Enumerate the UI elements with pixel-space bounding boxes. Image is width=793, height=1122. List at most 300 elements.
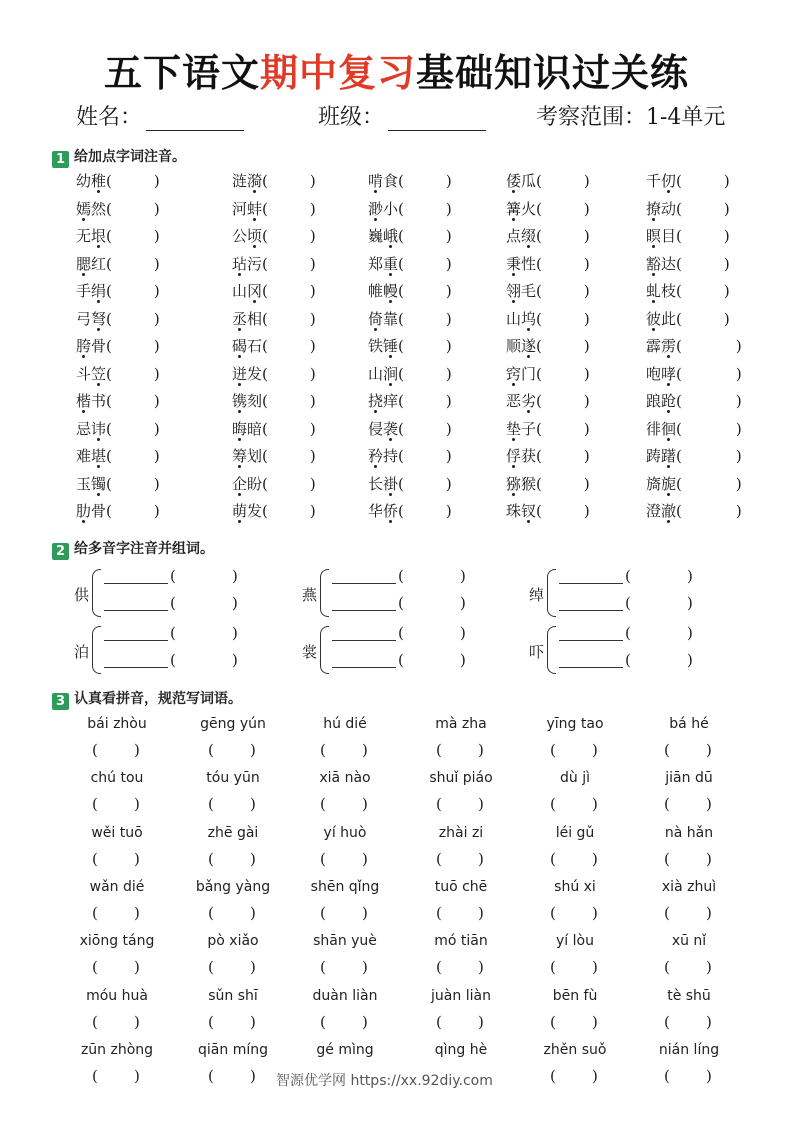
- answer-space[interactable]: [268, 308, 310, 330]
- answer-space[interactable]: [112, 198, 154, 220]
- answer-box[interactable]: [300, 958, 390, 978]
- word-blank[interactable]: [104, 610, 168, 611]
- paren-close: ): [309, 419, 316, 438]
- paren-open: (: [398, 392, 404, 410]
- answer-space[interactable]: [404, 253, 446, 275]
- answer-space[interactable]: [404, 473, 446, 495]
- answer-space[interactable]: [268, 335, 310, 357]
- answer-box[interactable]: [188, 1067, 278, 1087]
- word-char: 袭: [383, 419, 399, 438]
- pinyin-label: mà zha: [435, 716, 487, 732]
- paren-close: ): [134, 849, 140, 868]
- answer-space[interactable]: [268, 418, 310, 440]
- answer-space[interactable]: [112, 500, 154, 522]
- answer-space[interactable]: [542, 335, 584, 357]
- polyphone-answer-row[interactable]: [559, 566, 699, 588]
- word-item[interactable]: [232, 308, 316, 330]
- answer-box[interactable]: [300, 850, 390, 870]
- word-char: 枝: [661, 282, 677, 300]
- paren-open: (: [106, 309, 112, 328]
- word-blank[interactable]: [332, 667, 396, 668]
- word-item[interactable]: [76, 308, 160, 330]
- word-item[interactable]: [506, 390, 590, 412]
- paren-close: ): [460, 651, 466, 669]
- word-item[interactable]: [232, 390, 316, 412]
- word-item[interactable]: [76, 418, 160, 440]
- answer-space[interactable]: [542, 418, 584, 440]
- word-char: 性: [521, 254, 537, 273]
- answer-space[interactable]: [542, 363, 584, 385]
- answer-space[interactable]: [268, 198, 310, 220]
- word-blank[interactable]: [559, 610, 623, 611]
- answer-box[interactable]: [530, 741, 620, 761]
- word-char: 红: [91, 254, 107, 273]
- word-item[interactable]: [76, 473, 160, 495]
- answer-box[interactable]: [72, 795, 162, 815]
- word-item[interactable]: [646, 308, 730, 330]
- polyphone-answer-row[interactable]: [559, 623, 699, 645]
- paren-close: ): [445, 254, 452, 273]
- answer-space[interactable]: [682, 335, 736, 357]
- word-item[interactable]: [646, 445, 742, 467]
- word-item[interactable]: [76, 198, 160, 220]
- paren-open: (: [92, 1012, 98, 1031]
- paren-open: (: [676, 364, 682, 383]
- word-item[interactable]: [232, 198, 316, 220]
- word-item[interactable]: [368, 363, 452, 385]
- word-item[interactable]: [368, 473, 452, 495]
- paren-open: (: [536, 392, 542, 410]
- polyphone-answer-row[interactable]: [332, 650, 472, 672]
- word-char: 侵: [368, 419, 384, 438]
- paren-close: ): [706, 1012, 712, 1031]
- polyphone-answer-row[interactable]: [332, 566, 472, 588]
- word-blank[interactable]: [104, 583, 168, 584]
- answer-box[interactable]: [416, 958, 506, 978]
- paren-close: ): [134, 741, 140, 759]
- answer-space[interactable]: [112, 363, 154, 385]
- answer-box[interactable]: [530, 958, 620, 978]
- paren-close: ): [445, 337, 452, 355]
- paren-close: ): [134, 958, 140, 977]
- word-item[interactable]: [646, 170, 730, 192]
- answer-space[interactable]: [682, 280, 724, 302]
- word-char: 劣: [521, 392, 537, 410]
- paren-open: (: [92, 795, 98, 814]
- answer-box[interactable]: [300, 795, 390, 815]
- answer-space[interactable]: [404, 280, 446, 302]
- name-blank[interactable]: [146, 108, 244, 131]
- paren-open: (: [436, 903, 442, 922]
- answer-space[interactable]: [268, 500, 310, 522]
- word-item[interactable]: [232, 170, 316, 192]
- word-item[interactable]: [368, 308, 452, 330]
- answer-box[interactable]: [416, 904, 506, 924]
- paren-close: ): [706, 795, 712, 814]
- paren-close: ): [460, 567, 466, 585]
- word-item[interactable]: [506, 308, 590, 330]
- word-item[interactable]: [232, 280, 316, 302]
- answer-space[interactable]: [682, 170, 724, 192]
- answer-space[interactable]: [268, 445, 310, 467]
- answer-space[interactable]: [268, 225, 310, 247]
- word-item[interactable]: [506, 225, 590, 247]
- paren-close: ): [735, 447, 742, 465]
- word-item[interactable]: [506, 363, 590, 385]
- word-item[interactable]: [368, 198, 452, 220]
- answer-space[interactable]: [112, 225, 154, 247]
- answer-box[interactable]: [416, 795, 506, 815]
- answer-space[interactable]: [404, 500, 446, 522]
- polyphone-answer-row[interactable]: [559, 650, 699, 672]
- polyphone-answer-row[interactable]: [104, 593, 244, 615]
- word-char: 门: [521, 364, 537, 383]
- word-blank[interactable]: [559, 583, 623, 584]
- answer-box[interactable]: [416, 741, 506, 761]
- word-char: 盼: [247, 474, 263, 493]
- paren-open: (: [664, 1066, 670, 1085]
- polyphone-answer-row[interactable]: [104, 566, 244, 588]
- answer-box[interactable]: [300, 904, 390, 924]
- answer-box[interactable]: [644, 958, 734, 978]
- word-item[interactable]: [232, 445, 316, 467]
- answer-box[interactable]: [530, 904, 620, 924]
- answer-space[interactable]: [682, 500, 736, 522]
- answer-box[interactable]: [416, 850, 506, 870]
- polyphone-answer-row[interactable]: [332, 593, 472, 615]
- word-item[interactable]: [368, 280, 452, 302]
- class-field: 班级：: [318, 100, 486, 131]
- word-item[interactable]: [76, 390, 160, 412]
- paren-close: ): [362, 849, 368, 868]
- answer-space[interactable]: [268, 253, 310, 275]
- answer-space[interactable]: [268, 170, 310, 192]
- paren-close: ): [583, 419, 590, 438]
- answer-box[interactable]: [72, 1067, 162, 1087]
- answer-space[interactable]: [404, 363, 446, 385]
- word-item[interactable]: [232, 225, 316, 247]
- answer-box[interactable]: [644, 904, 734, 924]
- answer-box[interactable]: [530, 795, 620, 815]
- answer-box[interactable]: [188, 795, 278, 815]
- paren-close: ): [735, 502, 742, 520]
- answer-space[interactable]: [404, 225, 446, 247]
- word-item[interactable]: [506, 198, 590, 220]
- paren-close: ): [445, 364, 452, 383]
- paren-close: ): [153, 309, 160, 328]
- paren-close: ): [583, 474, 590, 493]
- word-item[interactable]: [646, 253, 730, 275]
- paren-open: (: [676, 474, 682, 493]
- paren-open: (: [262, 474, 268, 493]
- answer-space[interactable]: [112, 445, 154, 467]
- answer-box[interactable]: [72, 1013, 162, 1033]
- answer-space[interactable]: [268, 280, 310, 302]
- answer-space[interactable]: [542, 225, 584, 247]
- answer-box[interactable]: [644, 795, 734, 815]
- answer-space[interactable]: [682, 225, 724, 247]
- word-item[interactable]: [646, 335, 742, 357]
- pinyin-label: zhē gài: [207, 824, 259, 841]
- word-item[interactable]: [368, 335, 452, 357]
- word-blank[interactable]: [332, 640, 396, 641]
- answer-space[interactable]: [682, 363, 736, 385]
- word-char: 渺: [368, 199, 384, 218]
- word-item[interactable]: [646, 363, 742, 385]
- word-char: 骨: [91, 337, 107, 355]
- word-item[interactable]: [368, 225, 452, 247]
- word-char: 痒: [383, 392, 399, 410]
- word-item[interactable]: [368, 390, 452, 412]
- answer-space[interactable]: [404, 170, 446, 192]
- paren-open: (: [92, 958, 98, 977]
- answer-space[interactable]: [682, 308, 724, 330]
- word-item[interactable]: [506, 335, 590, 357]
- brace-bracket: [547, 626, 556, 674]
- word-item[interactable]: [646, 500, 742, 522]
- word-item[interactable]: [232, 473, 316, 495]
- paren-open: (: [398, 567, 404, 585]
- word-char: 发: [247, 364, 263, 383]
- answer-box[interactable]: [530, 850, 620, 870]
- answer-box[interactable]: [530, 1013, 620, 1033]
- word-char: 发: [247, 502, 263, 520]
- word-item[interactable]: [232, 363, 316, 385]
- word-char: 手: [76, 282, 92, 300]
- word-char: 侨: [383, 502, 399, 520]
- word-item[interactable]: [368, 500, 452, 522]
- word-char: 仞: [661, 172, 677, 190]
- pinyin-label: nà hǎn: [664, 824, 714, 841]
- answer-space[interactable]: [268, 473, 310, 495]
- answer-space[interactable]: [112, 253, 154, 275]
- answer-space[interactable]: [682, 473, 736, 495]
- paren-close: ): [687, 594, 693, 612]
- answer-space[interactable]: [112, 335, 154, 357]
- paren-open: (: [92, 903, 98, 922]
- word-item[interactable]: [506, 170, 590, 192]
- answer-box[interactable]: [644, 850, 734, 870]
- word-char: 锤: [383, 337, 399, 355]
- paren-open: (: [536, 199, 542, 218]
- answer-box[interactable]: [644, 1067, 734, 1087]
- paren-close: ): [309, 502, 316, 520]
- paren-close: ): [309, 254, 316, 273]
- word-item[interactable]: [76, 363, 160, 385]
- pinyin-label: nián líng: [658, 1041, 720, 1058]
- paren-close: ): [445, 392, 452, 410]
- answer-space[interactable]: [542, 390, 584, 412]
- word-blank[interactable]: [332, 583, 396, 584]
- paren-close: ): [735, 392, 742, 410]
- answer-space[interactable]: [112, 280, 154, 302]
- word-char: 瞑: [646, 227, 662, 245]
- word-item[interactable]: [76, 280, 160, 302]
- answer-space[interactable]: [404, 445, 446, 467]
- word-char: 窍: [506, 364, 522, 383]
- answer-box[interactable]: [188, 904, 278, 924]
- paren-close: ): [478, 958, 484, 977]
- word-char: 幼: [76, 172, 92, 190]
- word-item[interactable]: [646, 473, 742, 495]
- answer-space[interactable]: [542, 500, 584, 522]
- word-blank[interactable]: [559, 640, 623, 641]
- answer-space[interactable]: [112, 308, 154, 330]
- paren-open: (: [398, 282, 404, 300]
- word-char: 挠: [368, 392, 384, 410]
- paren-close: ): [362, 795, 368, 814]
- paren-open: (: [664, 795, 670, 814]
- answer-space[interactable]: [542, 253, 584, 275]
- answer-space[interactable]: [112, 170, 154, 192]
- section-2-title: 2 给多音字注音并组词。: [52, 538, 214, 558]
- answer-space[interactable]: [542, 198, 584, 220]
- word-item[interactable]: [368, 445, 452, 467]
- answer-box[interactable]: [72, 741, 162, 761]
- polyphone-answer-row[interactable]: [104, 623, 244, 645]
- pinyin-label: zūn zhòng: [80, 1041, 154, 1058]
- paren-close: ): [153, 447, 160, 465]
- paren-open: (: [536, 227, 542, 245]
- word-char: 秉: [506, 254, 522, 273]
- word-item[interactable]: [646, 225, 730, 247]
- answer-space[interactable]: [112, 390, 154, 412]
- answer-space[interactable]: [542, 445, 584, 467]
- answer-box[interactable]: [188, 958, 278, 978]
- answer-space[interactable]: [404, 308, 446, 330]
- answer-box[interactable]: [72, 850, 162, 870]
- answer-space[interactable]: [404, 335, 446, 357]
- word-item[interactable]: [646, 198, 730, 220]
- answer-space[interactable]: [682, 445, 736, 467]
- word-blank[interactable]: [559, 667, 623, 668]
- word-item[interactable]: [506, 253, 590, 275]
- answer-space[interactable]: [268, 390, 310, 412]
- word-blank[interactable]: [104, 640, 168, 641]
- answer-box[interactable]: [188, 741, 278, 761]
- scope-label: 考察范围：1-4单元: [536, 105, 726, 130]
- answer-box[interactable]: [530, 1067, 620, 1087]
- word-char: 相: [247, 309, 263, 328]
- word-item[interactable]: [368, 170, 452, 192]
- word-item[interactable]: [232, 418, 316, 440]
- answer-box[interactable]: [188, 850, 278, 870]
- paren-open: (: [664, 849, 670, 868]
- word-item[interactable]: [76, 500, 160, 522]
- word-char: 旖: [646, 474, 662, 493]
- paren-open: (: [436, 849, 442, 868]
- word-item[interactable]: [76, 170, 160, 192]
- word-char: 恶: [506, 392, 522, 410]
- polyphone-answer-row[interactable]: [332, 623, 472, 645]
- paren-close: ): [153, 337, 160, 355]
- answer-box[interactable]: [72, 958, 162, 978]
- answer-box[interactable]: [416, 1013, 506, 1033]
- word-item[interactable]: [646, 280, 730, 302]
- answer-space[interactable]: [404, 198, 446, 220]
- word-char: 食: [383, 172, 399, 190]
- answer-space[interactable]: [682, 198, 724, 220]
- paren-close: ): [309, 282, 316, 300]
- paren-open: (: [398, 337, 404, 355]
- word-item[interactable]: [76, 225, 160, 247]
- word-char: 无: [76, 227, 92, 245]
- paren-close: ): [309, 474, 316, 493]
- paren-close: ): [153, 364, 160, 383]
- answer-space[interactable]: [542, 170, 584, 192]
- answer-box[interactable]: [72, 904, 162, 924]
- answer-space[interactable]: [112, 418, 154, 440]
- answer-space[interactable]: [404, 418, 446, 440]
- paren-open: (: [320, 903, 326, 922]
- paren-close: ): [735, 419, 742, 438]
- answer-space[interactable]: [682, 390, 736, 412]
- word-char: 玷: [232, 254, 248, 273]
- answer-space[interactable]: [542, 280, 584, 302]
- answer-space[interactable]: [682, 418, 736, 440]
- answer-space[interactable]: [682, 253, 724, 275]
- word-char: 猕: [506, 474, 522, 493]
- word-item[interactable]: [76, 335, 160, 357]
- word-item[interactable]: [506, 418, 590, 440]
- paren-open: (: [262, 227, 268, 245]
- paren-open: (: [664, 903, 670, 922]
- word-item[interactable]: [506, 500, 590, 522]
- word-item[interactable]: [506, 280, 590, 302]
- word-item[interactable]: [506, 445, 590, 467]
- answer-space[interactable]: [542, 308, 584, 330]
- name-field: 姓名：: [76, 100, 244, 131]
- answer-space[interactable]: [268, 363, 310, 385]
- word-char: 褂: [383, 474, 399, 493]
- answer-box[interactable]: [644, 1013, 734, 1033]
- word-item[interactable]: [506, 473, 590, 495]
- paren-close: ): [735, 364, 742, 383]
- answer-box[interactable]: [644, 741, 734, 761]
- class-blank[interactable]: [388, 108, 486, 131]
- polyphone-answer-row[interactable]: [559, 593, 699, 615]
- word-item[interactable]: [76, 253, 160, 275]
- word-item[interactable]: [368, 253, 452, 275]
- polyphone-answer-row[interactable]: [104, 650, 244, 672]
- answer-box[interactable]: [300, 1013, 390, 1033]
- pinyin-label: gé mìng: [316, 1041, 374, 1058]
- word-item[interactable]: [646, 418, 742, 440]
- paren-close: ): [309, 199, 316, 218]
- paren-close: ): [250, 849, 256, 868]
- word-item[interactable]: [646, 390, 742, 412]
- answer-space[interactable]: [112, 473, 154, 495]
- paren-open: (: [676, 309, 682, 328]
- word-item[interactable]: [232, 253, 316, 275]
- answer-box[interactable]: [300, 741, 390, 761]
- word-blank[interactable]: [332, 610, 396, 611]
- paren-close: ): [723, 227, 730, 245]
- answer-space[interactable]: [542, 473, 584, 495]
- answer-box[interactable]: [188, 1013, 278, 1033]
- word-item[interactable]: [232, 335, 316, 357]
- word-item[interactable]: [368, 418, 452, 440]
- paren-open: (: [536, 172, 542, 190]
- word-blank[interactable]: [104, 667, 168, 668]
- answer-space[interactable]: [404, 390, 446, 412]
- paren-open: (: [676, 282, 682, 300]
- word-item[interactable]: [232, 500, 316, 522]
- paren-close: ): [153, 474, 160, 493]
- word-char: 污: [247, 254, 263, 273]
- paren-close: ): [735, 474, 742, 493]
- word-item[interactable]: [76, 445, 160, 467]
